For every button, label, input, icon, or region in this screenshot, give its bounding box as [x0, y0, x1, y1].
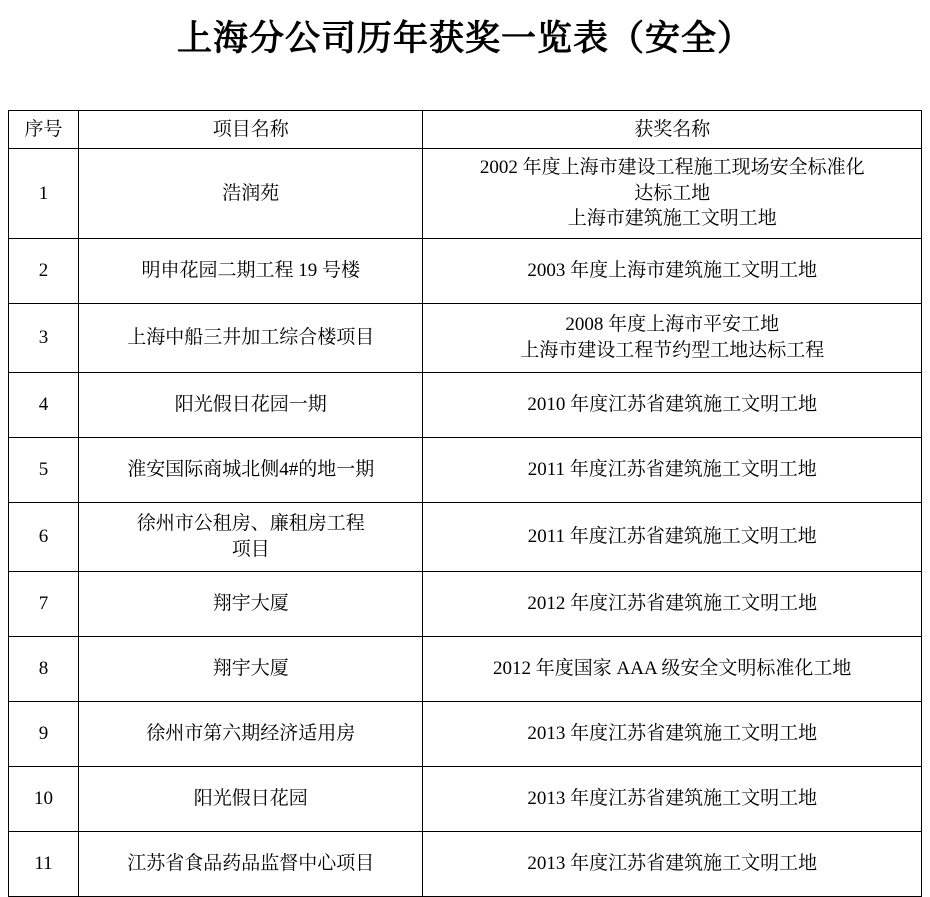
cell-no: 9 — [9, 702, 79, 767]
cell-project: 江苏省食品药品监督中心项目 — [79, 832, 423, 897]
page-title: 上海分公司历年获奖一览表（安全） — [0, 10, 930, 62]
cell-no: 4 — [9, 373, 79, 438]
award-line: 2013 年度江苏省建筑施工文明工地 — [427, 721, 917, 747]
project-line: 项目 — [83, 537, 418, 563]
cell-award — [423, 149, 922, 239]
cell-no: 2 — [9, 239, 79, 304]
cell-no: 1 — [9, 149, 79, 239]
cell-award — [423, 503, 922, 572]
table-row — [9, 373, 922, 438]
cell-award — [423, 239, 922, 304]
cell-no: 6 — [9, 503, 79, 572]
table-row — [9, 832, 922, 897]
table-row — [9, 304, 922, 373]
table-row — [9, 149, 922, 239]
award-table-container — [8, 110, 922, 897]
table-row — [9, 572, 922, 637]
column-header-no: 序号 — [9, 110, 79, 149]
cell-project: 阳光假日花园 — [79, 767, 423, 832]
table-row — [9, 702, 922, 767]
cell-project: 徐州市第六期经济适用房 — [79, 702, 423, 767]
cell-project: 浩润苑 — [79, 149, 423, 239]
award-line: 2002 年度上海市建设工程施工现场安全标准化 — [427, 155, 917, 181]
award-line: 达标工地 — [427, 181, 917, 207]
table-header-row — [9, 110, 922, 149]
award-line: 上海市建设工程节约型工地达标工程 — [427, 338, 917, 364]
award-line: 2011 年度江苏省建筑施工文明工地 — [427, 457, 917, 483]
award-line: 2012 年度江苏省建筑施工文明工地 — [427, 591, 917, 617]
cell-project: 阳光假日花园一期 — [79, 373, 423, 438]
cell-award — [423, 373, 922, 438]
cell-project — [79, 503, 423, 572]
table-row — [9, 503, 922, 572]
document-page — [0, 10, 930, 897]
award-line: 2010 年度江苏省建筑施工文明工地 — [427, 392, 917, 418]
award-line: 2008 年度上海市平安工地 — [427, 312, 917, 338]
award-line: 2013 年度江苏省建筑施工文明工地 — [427, 851, 917, 877]
cell-award — [423, 438, 922, 503]
cell-no: 10 — [9, 767, 79, 832]
table-row — [9, 438, 922, 503]
cell-project: 明申花园二期工程 19 号楼 — [79, 239, 423, 304]
cell-award — [423, 637, 922, 702]
award-table — [8, 110, 922, 897]
cell-project: 上海中船三井加工综合楼项目 — [79, 304, 423, 373]
award-line: 2011 年度江苏省建筑施工文明工地 — [427, 524, 917, 550]
cell-award — [423, 702, 922, 767]
cell-award — [423, 572, 922, 637]
column-header-award: 获奖名称 — [423, 110, 922, 149]
cell-award — [423, 832, 922, 897]
award-line: 2003 年度上海市建筑施工文明工地 — [427, 258, 917, 284]
cell-no: 3 — [9, 304, 79, 373]
column-header-project: 项目名称 — [79, 110, 423, 149]
cell-project: 翔宇大厦 — [79, 637, 423, 702]
cell-no: 8 — [9, 637, 79, 702]
table-row — [9, 637, 922, 702]
cell-no: 7 — [9, 572, 79, 637]
award-line: 2012 年度国家 AAA 级安全文明标准化工地 — [427, 656, 917, 682]
cell-award — [423, 767, 922, 832]
table-row — [9, 767, 922, 832]
cell-project: 淮安国际商城北侧4#的地一期 — [79, 438, 423, 503]
cell-award — [423, 304, 922, 373]
cell-no: 5 — [9, 438, 79, 503]
cell-no: 11 — [9, 832, 79, 897]
award-line: 2013 年度江苏省建筑施工文明工地 — [427, 786, 917, 812]
project-line: 徐州市公租房、廉租房工程 — [83, 511, 418, 537]
table-row — [9, 239, 922, 304]
cell-project: 翔宇大厦 — [79, 572, 423, 637]
award-line: 上海市建筑施工文明工地 — [427, 206, 917, 232]
